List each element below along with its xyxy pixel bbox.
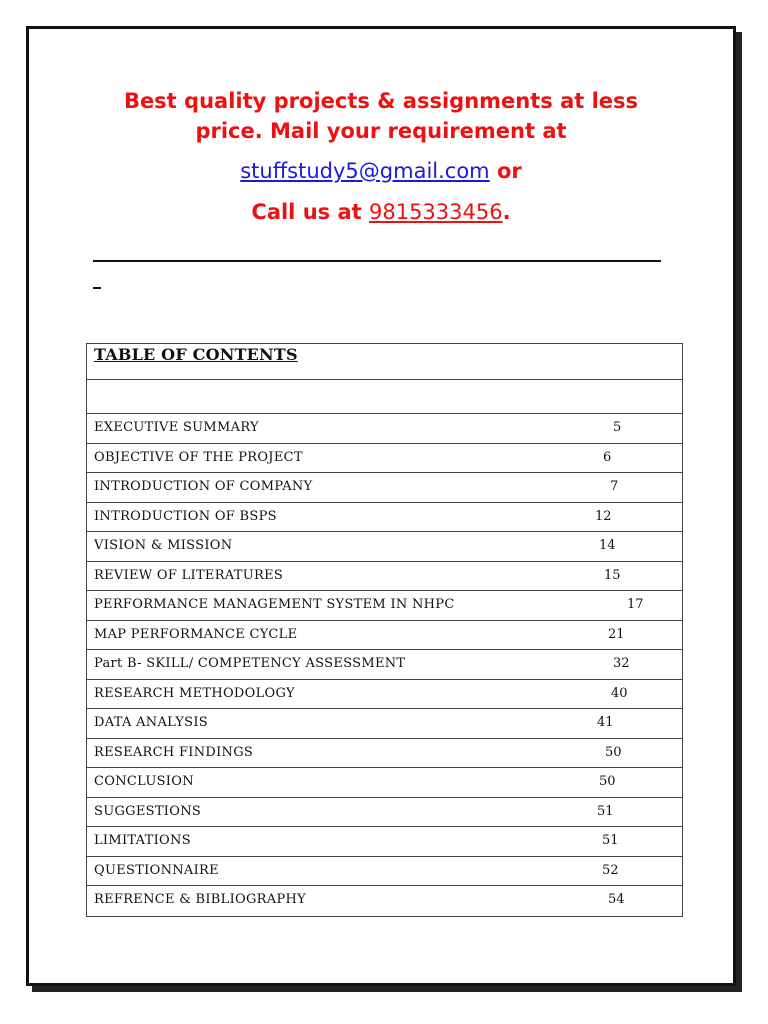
- toc-entry-page: 15: [604, 567, 621, 583]
- toc-entry-label: MAP PERFORMANCE CYCLE: [94, 626, 298, 642]
- toc-row: [87, 798, 682, 828]
- toc-row: [87, 650, 682, 680]
- toc-entry-page: 52: [602, 862, 619, 878]
- toc-blank-row: [87, 380, 682, 414]
- toc-entry-label: Part B- SKILL/ COMPETENCY ASSESSMENT: [94, 656, 406, 671]
- toc-title: TABLE OF CONTENTS: [94, 345, 298, 364]
- toc-entry-label: VISION & MISSION: [94, 538, 233, 553]
- toc-row: [87, 621, 682, 651]
- toc-row: [87, 503, 682, 533]
- toc-entry-page: 51: [602, 833, 619, 848]
- toc-row: [87, 886, 682, 916]
- toc-entry-label: CONCLUSION: [94, 774, 194, 789]
- toc-row: [87, 680, 682, 710]
- toc-row: [87, 739, 682, 769]
- toc-entry-label: OBJECTIVE OF THE PROJECT: [94, 449, 303, 465]
- toc-entry-page: 5: [613, 420, 622, 435]
- toc-entry-label: PERFORMANCE MANAGEMENT SYSTEM IN NHPC: [94, 597, 455, 612]
- toc-entry-label: SUGGESTIONS: [94, 803, 202, 819]
- toc-entry-label: INTRODUCTION OF BSPS: [94, 508, 277, 524]
- toc-entry-page: 32: [613, 656, 630, 671]
- toc-entry-page: 51: [597, 803, 614, 819]
- separator-line-tail: [93, 287, 101, 289]
- call-prefix: Call us at: [251, 200, 369, 224]
- toc-row: [87, 532, 682, 562]
- toc-entry-label: INTRODUCTION OF COMPANY: [94, 479, 313, 494]
- promo-or: or: [489, 159, 522, 183]
- toc-row: [87, 562, 682, 592]
- promo-text: [26, 86, 736, 146]
- toc-entry-page: 50: [599, 774, 616, 789]
- toc-entry-page: 7: [610, 479, 619, 494]
- toc-row: [87, 768, 682, 798]
- toc-entry-label: QUESTIONNAIRE: [94, 862, 219, 878]
- toc-entry-page: 14: [599, 538, 616, 553]
- toc-entry-label: REVIEW OF LITERATURES: [94, 567, 284, 583]
- toc-entry-label: LIMITATIONS: [94, 833, 191, 848]
- toc-row: [87, 473, 682, 503]
- toc-row: [87, 827, 682, 857]
- toc-rows: [87, 414, 682, 916]
- toc-row: [87, 414, 682, 444]
- toc-header: [87, 344, 682, 380]
- table-of-contents: [86, 343, 683, 917]
- toc-entry-label: DATA ANALYSIS: [94, 715, 208, 730]
- toc-entry-page: 54: [608, 892, 625, 907]
- toc-entry-page: 17: [627, 597, 644, 612]
- email-link[interactable]: stuffstudy5@gmail.com: [240, 159, 490, 183]
- toc-entry-page: 40: [611, 685, 628, 701]
- toc-row: [87, 857, 682, 887]
- toc-entry-page: 50: [605, 744, 622, 760]
- separator-line: [93, 260, 661, 262]
- toc-entry-label: REFRENCE & BIBLIOGRAPHY: [94, 892, 307, 907]
- toc-row: [87, 709, 682, 739]
- call-suffix: .: [502, 200, 511, 224]
- toc-entry-label: RESEARCH METHODOLOGY: [94, 685, 295, 701]
- toc-entry-label: RESEARCH FINDINGS: [94, 744, 254, 760]
- promo-line-1: Best quality projects & assignments at less: [123, 89, 639, 113]
- toc-entry-page: 21: [608, 626, 625, 642]
- toc-row: [87, 591, 682, 621]
- promo-line-2: price. Mail your requirement at: [195, 119, 567, 143]
- toc-row: [87, 444, 682, 474]
- toc-entry-page: 41: [597, 715, 614, 730]
- promo-email-line: [26, 156, 736, 186]
- phone-link[interactable]: 9815333456: [368, 200, 503, 224]
- promo-phone-line: [26, 197, 736, 227]
- toc-entry-page: 6: [603, 449, 612, 465]
- toc-entry-label: EXECUTIVE SUMMARY: [94, 420, 259, 435]
- toc-entry-page: 12: [595, 508, 612, 524]
